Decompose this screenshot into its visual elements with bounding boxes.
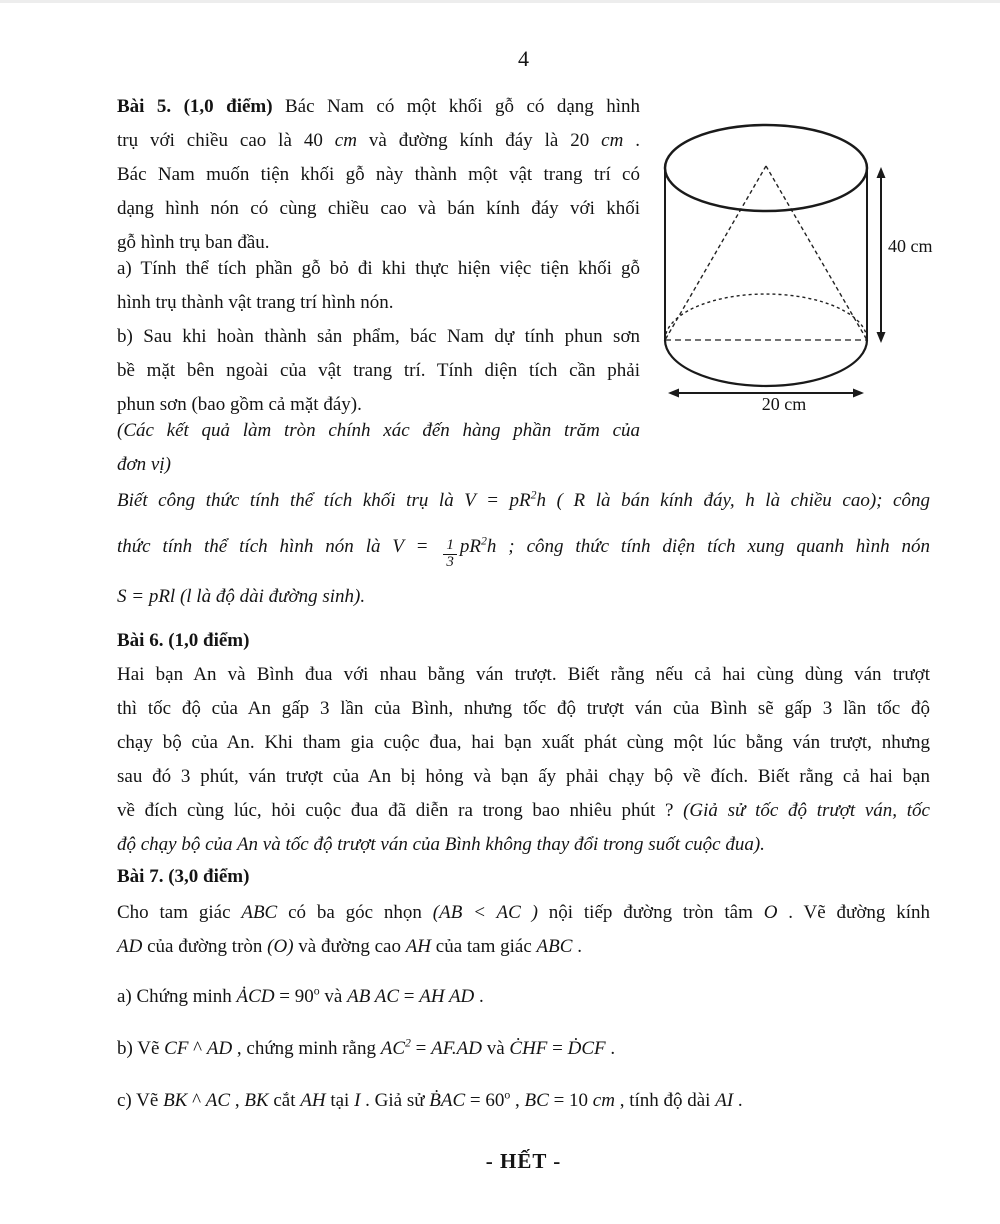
text-line: đơn vị) [117, 454, 171, 475]
text-line: b) Sau khi hoàn thành sản phẩm, bác Nam dự tính phun sơn [117, 326, 640, 347]
page-number: 4 [518, 46, 529, 71]
cylinder-top-ellipse [665, 125, 867, 211]
bai5-rounding-note [117, 414, 640, 482]
bai5-question-b [117, 320, 640, 422]
height-dimension-label: 40 cm [888, 236, 933, 256]
end-marker: - HẾT - [485, 1149, 562, 1173]
text-line: hình trụ thành vật trang trí hình nón. [117, 292, 394, 313]
bai6-paragraph [117, 658, 930, 862]
diameter-arrow-left-head [668, 389, 679, 398]
base-front-arc [665, 340, 867, 386]
bai7-question-b: b) Vẽ CF ^ AD , chứng minh rằng $AC^2 = AF.AD$ và ĊHF = ḊCF . [117, 1036, 616, 1059]
text-line: Cho tam giác ABC có ba góc nhọn (AB < AC ) nội tiếp đường tròn tâm O . Vẽ đường kính [117, 902, 930, 923]
bai5-formula-paragraph [117, 484, 930, 624]
exponent: 2 [530, 488, 537, 502]
text-line: a) Tính thể tích phần gỗ bỏ đi khi thực hiện việc tiện khối gỗ [117, 258, 640, 279]
height-arrow-bottom-head [877, 332, 886, 343]
bai7-question-c: c) Vẽ BK ^ AC , BK cắt AH tại I . Giả sử ḂAC = $60^o$ , BC = 10 cm , tính độ dài AI . [117, 1088, 743, 1111]
text-line: về đích cùng lúc, hỏi cuộc đua đã diễn ra trong bao nhiêu phút ? (Giả sử tốc độ trượt ván, tốc [117, 800, 930, 821]
formula-line: thức tính thể tích hình nón là V = $\frac{1}{3}$ $pR^2h$ ; công thức tính diện tích xung quanh hình nón [117, 534, 930, 570]
exponent: 2 [480, 534, 487, 548]
text-line: độ chạy bộ của An và tốc độ trượt ván của Bình không thay đổi trong suốt cuộc đua). [117, 834, 765, 855]
diameter-arrow-right-head [853, 389, 864, 398]
text-line: AD của đường tròn (O) và đường cao AH của tam giác ABC . [117, 936, 582, 957]
height-arrow-top-head [877, 167, 886, 178]
text-line: Hai bạn An và Bình đua với nhau bằng ván trượt. Biết rằng nếu cả hai cùng dùng ván trượt [117, 664, 930, 685]
degree-exponent: o [313, 984, 320, 998]
text-line: thì tốc độ của An gấp 3 lần của Bình, nhưng tốc độ trượt ván của Bình sẽ gấp 3 lần tốc độ [117, 698, 930, 719]
bai7-question-a: a) Chứng minh ȦCD = $90^o$ và AB AC = AH AD . [117, 984, 484, 1007]
text-line: sau đó 3 phút, ván trượt của An bị hỏng và bạn ấy phải chạy bộ về đích. Biết rằng cả hai bạn [117, 766, 930, 787]
degree-exponent: o [504, 1088, 511, 1102]
text-line: dạng hình nón có cùng chiều cao và bán kính đáy với khối [117, 198, 640, 219]
base-back-arc [665, 294, 867, 340]
text-line: trụ với chiều cao là 40 cm và đường kính đáy là 20 cm . [117, 130, 641, 151]
bai7-heading: Bài 7. (3,0 điểm) [117, 866, 250, 887]
text-line: Bài 5. (1,0 điểm) Bác Nam có một khối gỗ có dạng hình [117, 96, 640, 117]
exponent: 2 [405, 1036, 411, 1050]
figure-svg [650, 112, 980, 424]
text-line: gỗ hình trụ ban đầu. [117, 232, 270, 253]
text-line: bề mặt bên ngoài của vật trang trí. Tính diện tích cần phải [117, 360, 640, 381]
diameter-dimension-label: 20 cm [761, 394, 807, 414]
text-line: (Các kết quả làm tròn chính xác đến hàng phần trăm của [117, 420, 640, 441]
cylinder-cone-figure [650, 112, 980, 424]
text-line: Bác Nam muốn tiện khối gỗ này thành một vật trang trí có [117, 164, 640, 185]
text-line: chạy bộ của An. Khi tham gia cuộc đua, hai bạn xuất phát cùng một lúc bằng ván trượt, nhưng [117, 732, 930, 753]
fraction-one-third: $\frac{1}{3}$ [443, 538, 457, 571]
bai5-question-a [117, 252, 640, 320]
formula-line: S = pRl (l là độ dài đường sinh). [117, 586, 366, 607]
bai5-heading: Bài 5. (1,0 điểm) [117, 96, 273, 117]
bai5-paragraph [117, 90, 640, 260]
text-line: phun sơn (bao gồm cả mặt đáy). [117, 394, 362, 415]
bai7-intro [117, 896, 930, 964]
page-top-edge [0, 0, 1000, 3]
bai6-heading: Bài 6. (1,0 điểm) [117, 630, 250, 651]
formula-line: Biết công thức tính thể tích khối trụ là $V = pR^2h$ ( R là bán kính đáy, h là chiều cao); công [117, 488, 930, 511]
